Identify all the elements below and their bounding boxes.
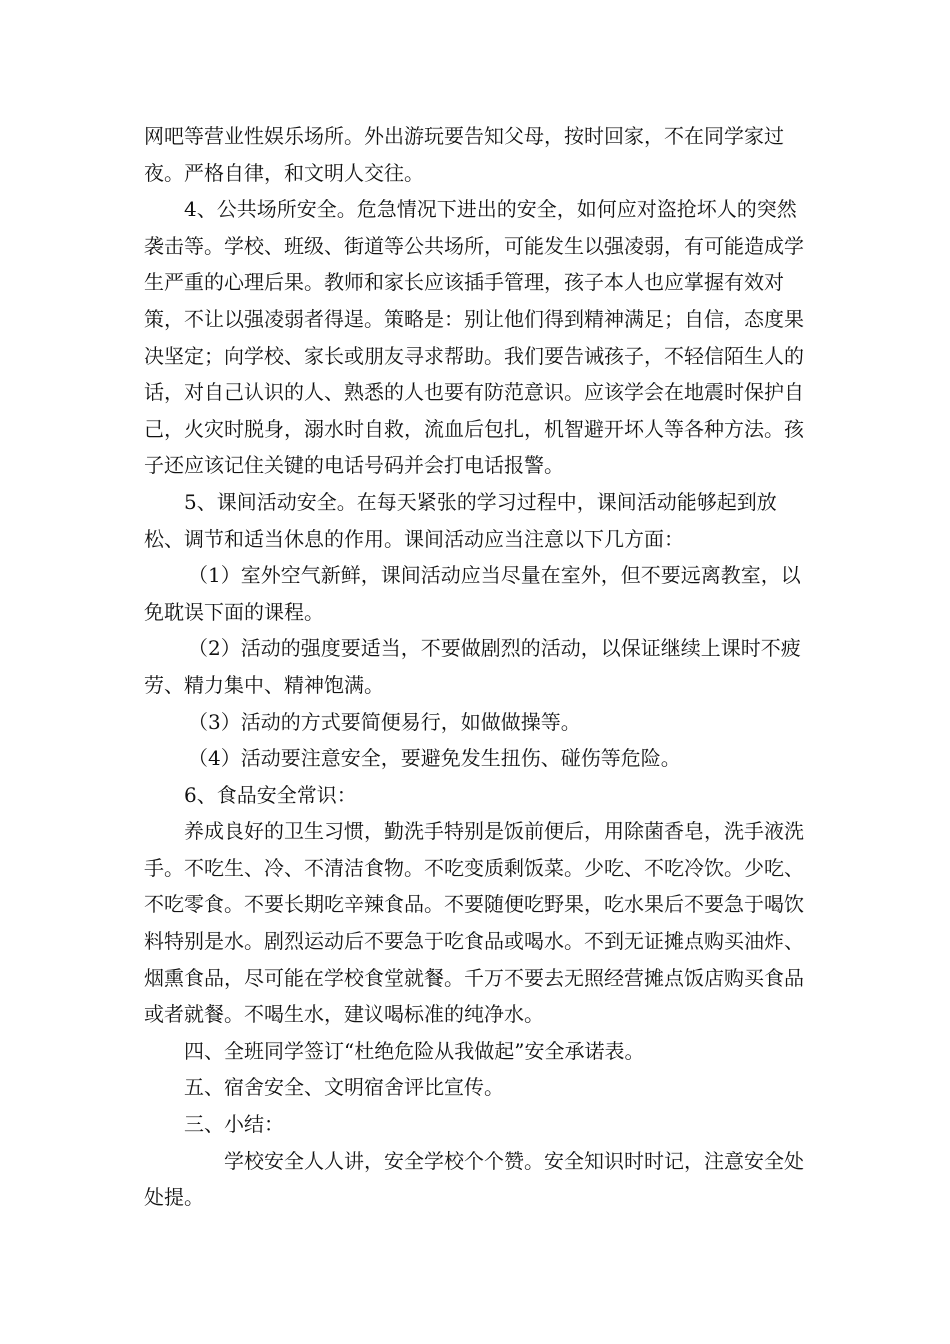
list-item-recess-3: （3）活动的方式要简便易行，如做做操等。 [188,709,581,734]
list-item-recess-2: （2）活动的强度要适当，不要做剧烈的活动，以保证继续上课时不疲劳、精力集中、精神饱满。 [144,636,801,697]
paragraph-dorm-safety: 五、宿舍安全、文明宿舍评比宣传。 [184,1075,504,1100]
list-item-recess-1: （1）室外空气新鲜，课间活动应当尽量在室外，但不要远离教室，以免耽误下面的课程。 [144,563,801,624]
heading-food-safety: 6、食品安全常识： [184,782,357,807]
document-body [144,118,814,1216]
paragraph-public-safety: 4、公共场所安全。危急情况下进出的安全，如何应对盗抢坏人的突然袭击等。学校、班级、街道等公共场所，可能发生以强凌弱，有可能造成学生严重的心理后果。教师和家长应该插手管理，孩子本人也应掌握有效对策，不让以强凌弱者得逞。策略是：别让他们得到精神满足；自信，态度果决坚定；向学校、家长或朋友寻求帮助。我们要告诫孩子，不轻信陌生人的话，对自己认识的人、熟悉的人也要有防范意识。应该学会在地震时保护自己，火灾时脱身，溺水时自救，流血后包扎，机智避开坏人等各种方法。孩子还应该记住关键的电话号码并会打电话报警。 [144,197,804,478]
paragraph-continuation: 网吧等营业性娱乐场所。外出游玩要告知父母，按时回家，不在同学家过夜。严格自律，和文明人交往。 [144,124,784,185]
paragraph-food-safety: 养成良好的卫生习惯，勤洗手特别是饭前便后，用除菌香皂，洗手液洗手。不吃生、冷、不清洁食物。不吃变质剩饭菜。少吃、不吃冷饮。少吃、不吃零食。不要长期吃辛辣食品。不要随便吃野果，吃水果后不要急于喝饮料特别是水。剧烈运动后不要急于吃食品或喝水。不到无证摊点购买油炸、烟熏食品，尽可能在学校食堂就餐。千万不要去无照经营摊点饭店购买食品或者就餐。不喝生水，建议喝标准的纯净水。 [144,819,804,1027]
paragraph-recess-safety: 5、课间活动安全。在每天紧张的学习过程中，课间活动能够起到放松、调节和适当休息的作用。课间活动应当注意以下几方面： [144,489,777,551]
heading-summary: 三、小结： [184,1112,284,1137]
paragraph-summary: 学校安全人人讲，安全学校个个赞。安全知识时时记，注意安全处处提。 [144,1148,804,1210]
paragraph-pledge: 四、全班同学签订“杜绝危险从我做起”安全承诺表。 [184,1038,645,1063]
list-item-recess-4: （4）活动要注意安全，要避免发生扭伤、碰伤等危险。 [188,746,681,771]
